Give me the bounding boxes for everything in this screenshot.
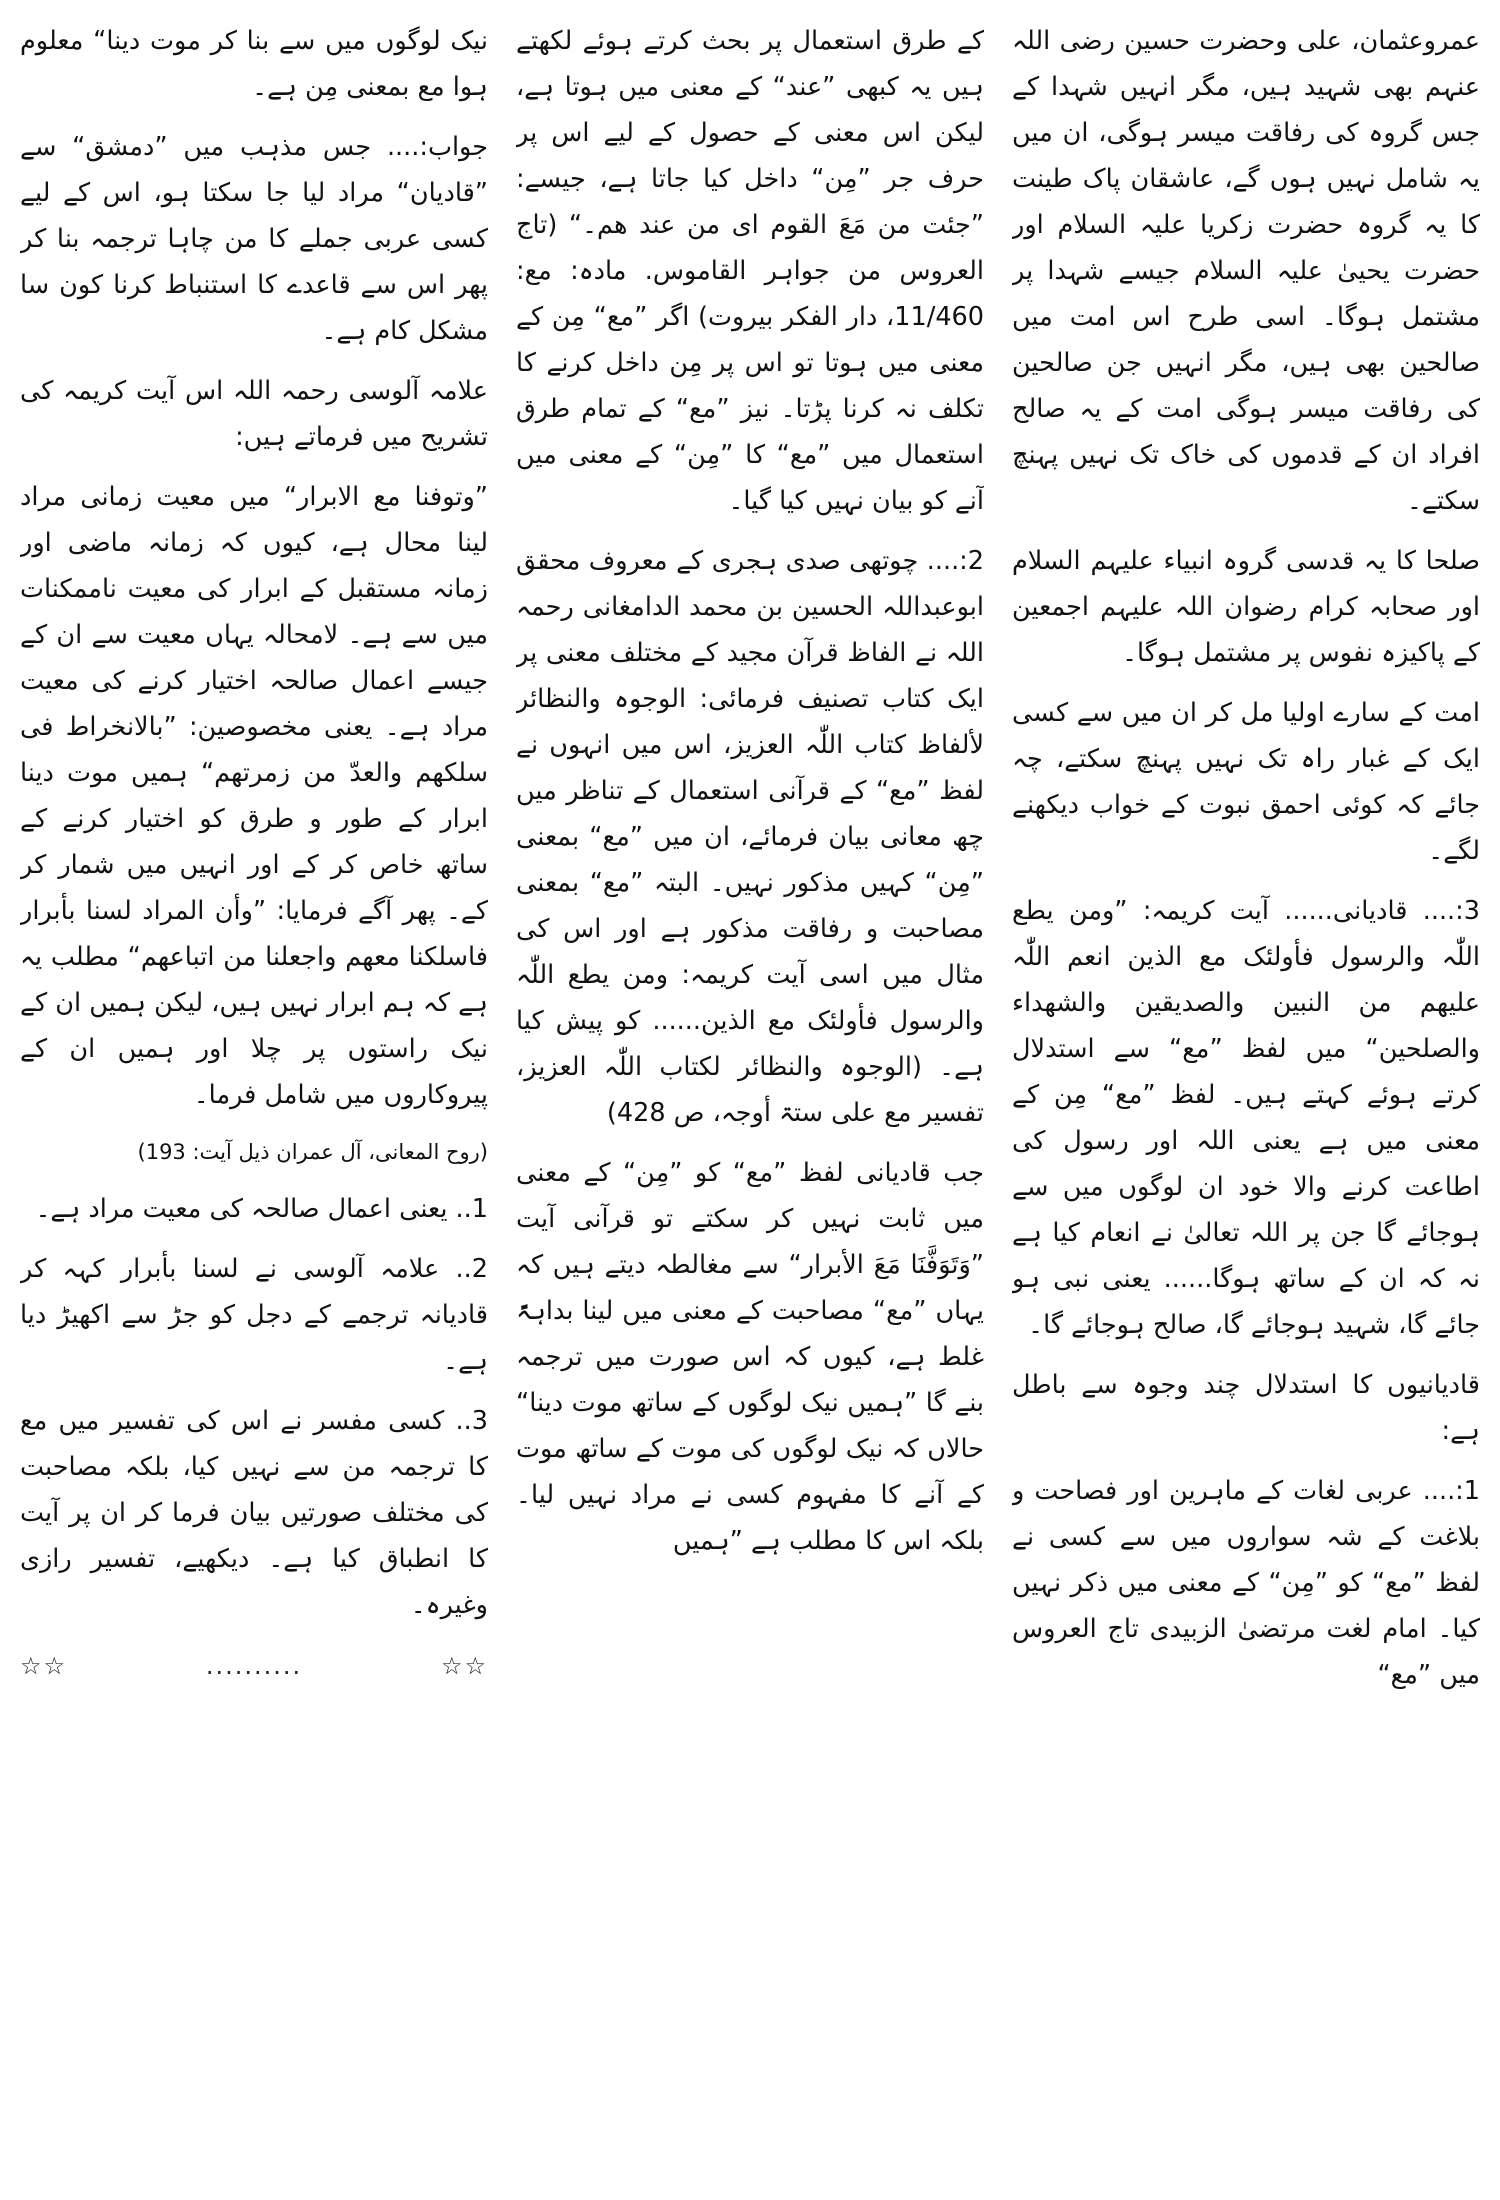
paragraph: امت کے سارے اولیا مل کر ان میں سے کسی ایک کے غبار راہ تک نہیں پہنچ سکتے، چہ جائے کہ کوئی احمق نبوت کے خواب دیکھنے لگے۔ <box>1012 698 1480 866</box>
end-ornament <box>20 1646 488 1686</box>
paragraph: علامہ آلوسی رحمہ اللہ اس آیت کریمہ کی تشریح میں فرماتے ہیں: <box>20 376 488 452</box>
paragraph: 1:.... عربی لغات کے ماہرین اور فصاحت و بلاغت کے شہ سواروں میں سے کسی نے لفظ ”مع“ کو ”مِن“ کے معنی میں ذکر نہیں کیا۔ امام لغت مرتضیٰ الزبیدی تاج العروس میں ”مع“ <box>1012 1476 1480 1690</box>
paragraph: کے طرق استعمال پر بحث کرتے ہوئے لکھتے ہیں یہ کبھی ”عند“ کے معنی میں ہوتا ہے، لیکن اس معنی کے حصول کے لیے اس پر حرف جر ”مِن“ داخل کیا جاتا ہے، جیسے: ”جئت من مَعَ القوم ای من عند ھم۔“ (تاج العروس من جواہر القاموس. مادہ: مع: 11/460، دار الفکر بیروت) اگر ”مع“ مِن کے معنی میں ہوتا تو اس پر مِن داخل کرنے کا تکلف نہ کرنا پڑتا۔ نیز ”مع“ کے تمام طرق استعمال میں ”مع“ کا ”مِن“ کے معنی میں آنے کو بیان نہیں کیا گیا۔ <box>516 26 984 516</box>
paragraph: ”وتوفنا مع الابرار“ میں معیت زمانی مراد لینا محال ہے، کیوں کہ زمانہ ماضی اور زمانہ مستقبل کے ابرار کی معیت ناممکنات میں سے ہے۔ لامحالہ یہاں معیت سے ان کے جیسے اعمال صالحہ اختیار کرنے کی معیت مراد ہے۔ یعنی مخصوصین: ”بالانخراط فی سلکھم والعدّ من زمرتھم“ ہمیں موت دینا ابرار کے طور و طرق کو اختیار کرنے کے ساتھ خاص کر کے اور انہیں میں شمار کر کے۔ پھر آگے فرمایا: ”وأن المراد لسنا بأبرار فاسلکنا معھم واجعلنا من اتباعھم“ مطلب یہ ہے کہ ہم ابرار نہیں ہیں، لیکن ہمیں ان کے نیک راستوں پر چلا اور ہمیں ان کے پیروکاروں میں شامل فرما۔ <box>20 482 488 1110</box>
star-ornament-left: ☆☆ <box>20 1652 68 1680</box>
dot-ornament: .......... <box>205 1652 303 1680</box>
paragraph: 3.. کسی مفسر نے اس کی تفسیر میں مع کا ترجمہ من سے نہیں کیا، بلکہ مصاحبت کی مختلف صورتیں بیان فرما کر ان پر آیت کا انطباق کیا ہے۔ دیکھیے، تفسیر رازی وغیرہ۔ <box>20 1406 488 1620</box>
paragraph: 3:.... قادیانی...... آیت کریمہ: ”ومن یطع اللّٰہ والرسول فأولئک مع الذین انعم اللّٰہ علیھم من النبین والصدیقین والشھداء والصلحین“ میں لفظ ”مع“ سے استدلال کرتے ہوئے کہتے ہیں۔ لفظ ”مع“ مِن کے معنی میں ہے یعنی اللہ اور رسول کی اطاعت کرنے والا خود ان لوگوں میں سے ہوجائے گا جن پر اللہ تعالیٰ نے انعام کیا ہے نہ کہ ان کے ساتھ ہوگا...... یعنی نبی ہو جائے گا، شہید ہوجائے گا، صالح ہوجائے گا۔ <box>1012 896 1480 1340</box>
text-column-left <box>20 18 488 2188</box>
paragraph: نیک لوگوں میں سے بنا کر موت دینا“ معلوم ہوا مع بمعنی مِن ہے۔ <box>20 26 488 102</box>
paragraph: 2.. علامہ آلوسی نے لسنا بأبرار کہہ کر قادیانہ ترجمے کے دجل کو جڑ سے اکھیڑ دیا ہے۔ <box>20 1254 488 1376</box>
paragraph: صلحا کا یہ قدسی گروہ انبیاء علیہم السلام اور صحابہ کرام رضوان اللہ علیہم اجمعین کے پاکیزہ نفوس پر مشتمل ہوگا۔ <box>1012 546 1480 668</box>
newspaper-page <box>20 18 1480 2188</box>
paragraph: قادیانیوں کا استدلال چند وجوہ سے باطل ہے: <box>1012 1370 1480 1446</box>
paragraph: جب قادیانی لفظ ”مع“ کو ”مِن“ کے معنی میں ثابت نہیں کر سکتے تو قرآنی آیت ”وَتَوَفَّنَا مَعَ الأبرار“ سے مغالطہ دیتے ہیں کہ یہاں ”مع“ مصاحبت کے معنی میں لینا بداہۃً غلط ہے، کیوں کہ اس صورت میں ترجمہ بنے گا ”ہمیں نیک لوگوں کے ساتھ موت دینا“ حالاں کہ نیک لوگوں کی موت کے ساتھ موت کے آنے کا مفہوم کسی نے مراد نہیں لیا۔ بلکہ اس کا مطلب ہے ”ہمیں <box>516 1158 984 1556</box>
text-column-middle <box>516 18 984 2188</box>
citation: (روح المعانی، آل عمران ذیل آیت: 193) <box>137 1140 488 1164</box>
paragraph: 2:.... چوتھی صدی ہجری کے معروف محقق ابوعبداللہ الحسین بن محمد الدامغانی رحمہ اللہ نے الفاظ قرآن مجید کے مختلف معنی پر ایک کتاب تصنیف فرمائی: الوجوہ والنظائر لألفاظ کتاب اللّٰہ العزیز، اس میں انہوں نے لفظ ”مع“ کے قرآنی استعمال کے تناظر میں چھ معانی بیان فرمائے، ان میں ”مع“ بمعنی ”مِن“ کہیں مذکور نہیں۔ البتہ ”مع“ بمعنی مصاحبت و رفاقت مذکور ہے اور اس کی مثال میں اسی آیت کریمہ: ومن یطع اللّٰہ والرسول فأولئک مع الذین...... کو پیش کیا ہے۔ (الوجوہ والنظائر لکتاب اللّٰہ العزیز، تفسیر مع علی ستۃ أوجہ، ص 428) <box>516 546 984 1128</box>
paragraph: عمروعثمان، علی وحضرت حسین رضی اللہ عنہم بھی شہید ہیں، مگر انہیں شہدا کے جس گروہ کی رفاقت میسر ہوگی، ان میں یہ شامل نہیں ہوں گے، عاشقان پاک طینت کا یہ گروہ حضرت زکریا علیہ السلام اور حضرت یحییٰ علیہ السلام جیسے شہدا پر مشتمل ہوگا۔ اسی طرح اس امت میں صالحین بھی ہیں، مگر انہیں جن صالحین کی رفاقت میسر ہوگی امت کے یہ صالح افراد ان کے قدموں کی خاک تک نہیں پہنچ سکتے۔ <box>1012 26 1480 516</box>
text-column-right <box>1012 18 1480 2188</box>
star-ornament-right: ☆☆ <box>440 1652 488 1680</box>
paragraph: جواب:.... جس مذہب میں ”دمشق“ سے ”قادیان“ مراد لیا جا سکتا ہو، اس کے لیے کسی عربی جملے کا من چاہا ترجمہ بنا کر پھر اس سے قاعدے کا استنباط کرنا کون سا مشکل کام ہے۔ <box>20 132 488 346</box>
paragraph: 1.. یعنی اعمال صالحہ کی معیت مراد ہے۔ <box>35 1194 488 1224</box>
